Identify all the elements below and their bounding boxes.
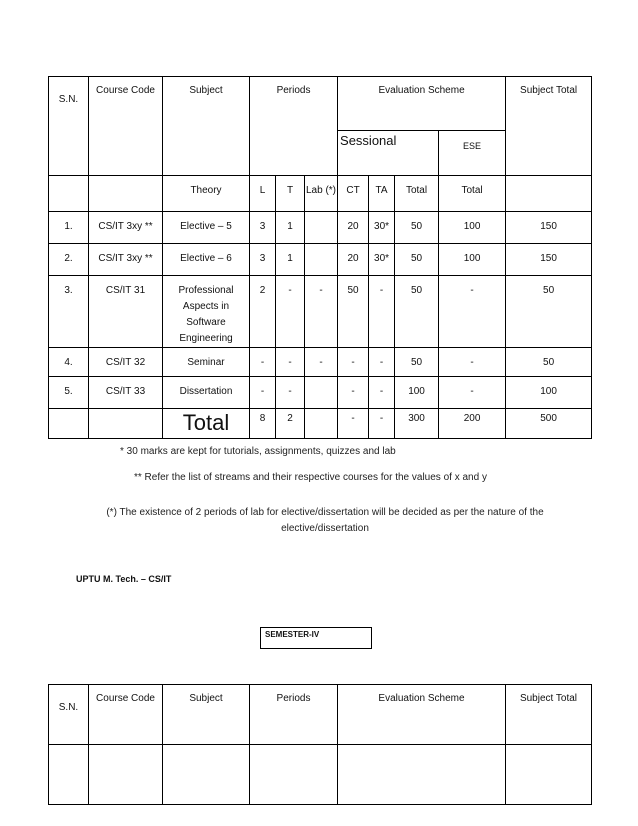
total-label: Total xyxy=(163,409,250,439)
header-subject-total: Subject Total xyxy=(506,77,592,176)
row-t: - xyxy=(276,348,305,377)
row-ct: 20 xyxy=(338,212,369,244)
header-ese: ESE xyxy=(439,131,506,176)
subheader-empty xyxy=(89,176,163,212)
row-lab: - xyxy=(305,276,338,348)
semester-label-box: SEMESTER-IV xyxy=(260,627,372,649)
header-theory: Theory xyxy=(163,176,250,212)
row-t: - xyxy=(276,377,305,409)
row-grand: 50 xyxy=(506,276,592,348)
row-l: 2 xyxy=(250,276,276,348)
empty-cell xyxy=(49,745,89,805)
row-sn: 1. xyxy=(49,212,89,244)
header-sn: S.N. xyxy=(49,685,89,745)
subheader-row xyxy=(49,176,592,212)
header-ct: CT xyxy=(338,176,369,212)
semester-iv-schedule-table xyxy=(48,684,592,805)
row-lab xyxy=(305,212,338,244)
row-l: 3 xyxy=(250,244,276,276)
header-sessional: Sessional xyxy=(338,131,439,176)
total-empty xyxy=(89,409,163,439)
row-l: - xyxy=(250,348,276,377)
row-total: 50 xyxy=(395,276,439,348)
total-l: 8 xyxy=(250,409,276,439)
footnote-lab-periods: (*) The existence of 2 periods of lab for elective/dissertation will be decided as per the nature of the elective/dissertation xyxy=(106,507,544,534)
subheader-empty xyxy=(506,176,592,212)
row-t: 1 xyxy=(276,212,305,244)
row-grand: 150 xyxy=(506,212,592,244)
row-lab xyxy=(305,377,338,409)
empty-cell xyxy=(506,745,592,805)
row-subject: Elective – 6 xyxy=(163,244,250,276)
header-ta: TA xyxy=(369,176,395,212)
row-subject: Seminar xyxy=(163,348,250,377)
row-ta: - xyxy=(369,276,395,348)
table-row xyxy=(49,745,592,805)
row-code: CS/IT 3xy ** xyxy=(89,244,163,276)
row-t: - xyxy=(276,276,305,348)
row-subject: Dissertation xyxy=(163,377,250,409)
total-empty xyxy=(49,409,89,439)
header-course-code: Course Code xyxy=(89,685,163,745)
row-code: CS/IT 32 xyxy=(89,348,163,377)
total-t: 2 xyxy=(276,409,305,439)
header-subject: Subject xyxy=(163,77,250,176)
empty-cell xyxy=(250,745,338,805)
total-total: 300 xyxy=(395,409,439,439)
header-row xyxy=(49,685,592,745)
row-code: CS/IT 3xy ** xyxy=(89,212,163,244)
row-sn: 5. xyxy=(49,377,89,409)
row-ct: 20 xyxy=(338,244,369,276)
header-periods: Periods xyxy=(250,77,338,176)
table-row xyxy=(49,212,592,244)
row-ese: - xyxy=(439,377,506,409)
row-lab xyxy=(305,244,338,276)
row-t: 1 xyxy=(276,244,305,276)
table-row xyxy=(49,348,592,377)
row-code: CS/IT 33 xyxy=(89,377,163,409)
row-sn: 4. xyxy=(49,348,89,377)
header-subject-total: Subject Total xyxy=(506,685,592,745)
table-row xyxy=(49,244,592,276)
subheader-empty xyxy=(49,176,89,212)
header-sn: S.N. xyxy=(49,77,89,176)
row-ct: - xyxy=(338,377,369,409)
row-total: 50 xyxy=(395,348,439,377)
row-grand: 150 xyxy=(506,244,592,276)
empty-cell xyxy=(89,745,163,805)
header-row xyxy=(49,77,592,131)
row-total: 100 xyxy=(395,377,439,409)
header-l: L xyxy=(250,176,276,212)
row-ct: - xyxy=(338,348,369,377)
empty-cell xyxy=(163,745,250,805)
row-total: 50 xyxy=(395,244,439,276)
row-ta: - xyxy=(369,377,395,409)
table-row xyxy=(49,276,592,348)
footnote-streams: ** Refer the list of streams and their respective courses for the values of x and y xyxy=(134,472,487,483)
header-lab: Lab (*) xyxy=(305,176,338,212)
row-ta: 30* xyxy=(369,244,395,276)
row-lab: - xyxy=(305,348,338,377)
header-ese-total: Total xyxy=(439,176,506,212)
header-evaluation-scheme: Evaluation Scheme xyxy=(338,685,506,745)
footnote-tutorials: * 30 marks are kept for tutorials, assignments, quizzes and lab xyxy=(120,446,396,457)
row-ese: - xyxy=(439,276,506,348)
header-periods: Periods xyxy=(250,685,338,745)
row-subject: Elective – 5 xyxy=(163,212,250,244)
total-ta: - xyxy=(369,409,395,439)
total-grand: 500 xyxy=(506,409,592,439)
total-ese: 200 xyxy=(439,409,506,439)
row-ese: 100 xyxy=(439,244,506,276)
row-ct: 50 xyxy=(338,276,369,348)
header-course-code: Course Code xyxy=(89,77,163,176)
semester-iii-schedule-table xyxy=(48,76,592,439)
row-grand: 50 xyxy=(506,348,592,377)
total-lab xyxy=(305,409,338,439)
row-code: CS/IT 31 xyxy=(89,276,163,348)
row-sn: 2. xyxy=(49,244,89,276)
header-total: Total xyxy=(395,176,439,212)
row-sn: 3. xyxy=(49,276,89,348)
row-total: 50 xyxy=(395,212,439,244)
header-evaluation-scheme: Evaluation Scheme xyxy=(338,77,506,131)
total-ct: - xyxy=(338,409,369,439)
header-subject: Subject xyxy=(163,685,250,745)
table-row xyxy=(49,377,592,409)
header-t: T xyxy=(276,176,305,212)
total-row xyxy=(49,409,592,439)
row-subject: Professional Aspects in Software Engineering xyxy=(163,276,250,348)
row-grand: 100 xyxy=(506,377,592,409)
row-ta: 30* xyxy=(369,212,395,244)
program-title: UPTU M. Tech. – CS/IT xyxy=(76,574,172,584)
row-ese: - xyxy=(439,348,506,377)
row-l: 3 xyxy=(250,212,276,244)
empty-cell xyxy=(338,745,506,805)
row-ese: 100 xyxy=(439,212,506,244)
row-ta: - xyxy=(369,348,395,377)
row-l: - xyxy=(250,377,276,409)
